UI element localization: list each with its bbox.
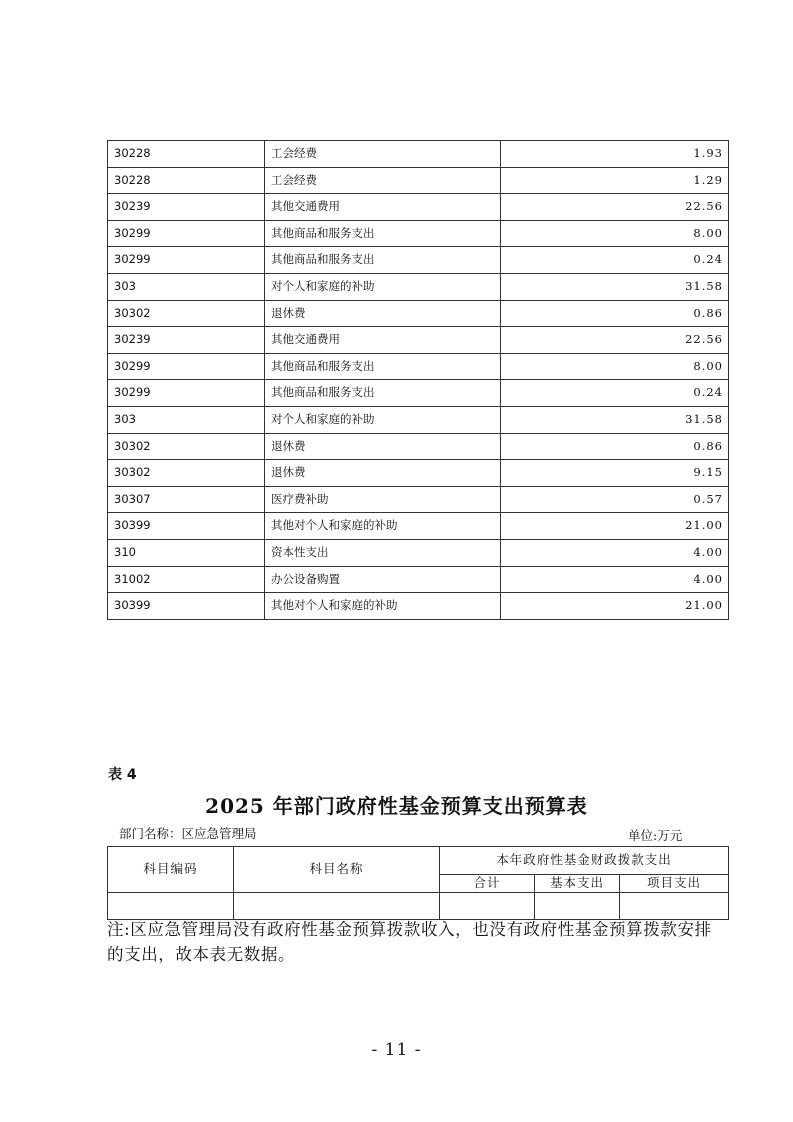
subject-code-cell: 30228 <box>108 141 265 168</box>
amount-cell: 22.56 <box>501 194 729 221</box>
amount-cell: 0.86 <box>501 433 729 460</box>
unit-label: 单位:万元 <box>628 828 683 843</box>
amount-cell: 0.57 <box>501 486 729 513</box>
table-row <box>108 353 729 380</box>
empty-cell <box>620 893 729 920</box>
header-project-expenditure: 项目支出 <box>620 875 729 893</box>
government-fund-table <box>107 846 729 920</box>
table-row <box>108 486 729 513</box>
subject-name-cell: 退休费 <box>265 300 501 327</box>
subject-name-cell: 其他对个人和家庭的补助 <box>265 513 501 540</box>
table-number-label: 表 4 <box>108 767 137 783</box>
subject-name-cell: 办公设备购置 <box>265 566 501 593</box>
table-row <box>108 433 729 460</box>
subject-name-cell: 医疗费补助 <box>265 486 501 513</box>
subject-code-cell: 30299 <box>108 220 265 247</box>
subject-name-cell: 其他商品和服务支出 <box>265 247 501 274</box>
amount-cell: 31.58 <box>501 406 729 433</box>
amount-cell: 8.00 <box>501 353 729 380</box>
table-row <box>108 141 729 168</box>
subject-code-cell: 30228 <box>108 167 265 194</box>
subject-name-cell: 其他交通费用 <box>265 194 501 221</box>
table-row <box>108 406 729 433</box>
amount-cell: 1.29 <box>501 167 729 194</box>
table-row <box>108 194 729 221</box>
header-subject-name: 科目名称 <box>234 847 440 893</box>
amount-cell: 0.24 <box>501 247 729 274</box>
subject-code-cell: 30399 <box>108 513 265 540</box>
subject-code-cell: 310 <box>108 539 265 566</box>
amount-cell: 31.58 <box>501 273 729 300</box>
subject-name-cell: 其他商品和服务支出 <box>265 353 501 380</box>
subject-name-cell: 工会经费 <box>265 141 501 168</box>
subject-code-cell: 30299 <box>108 380 265 407</box>
empty-cell <box>108 893 234 920</box>
expense-table-body <box>108 141 729 620</box>
empty-data-row <box>108 893 729 920</box>
empty-cell <box>234 893 440 920</box>
subject-name-cell: 退休费 <box>265 460 501 487</box>
table-row <box>108 380 729 407</box>
subject-code-cell: 30307 <box>108 486 265 513</box>
table-row <box>108 566 729 593</box>
subject-code-cell: 30302 <box>108 433 265 460</box>
subject-code-cell: 303 <box>108 273 265 300</box>
subject-name-cell: 对个人和家庭的补助 <box>265 406 501 433</box>
subject-code-cell: 31002 <box>108 566 265 593</box>
amount-cell: 8.00 <box>501 220 729 247</box>
header-subject-code: 科目编码 <box>108 847 234 893</box>
amount-cell: 1.93 <box>501 141 729 168</box>
amount-cell: 9.15 <box>501 460 729 487</box>
subject-code-cell: 30302 <box>108 300 265 327</box>
subject-code-cell: 30239 <box>108 327 265 354</box>
table-note: 注:区应急管理局没有政府性基金预算拨款收入，也没有政府性基金预算拨款安排的支出，故本表无数据。 <box>107 920 712 964</box>
table-row <box>108 300 729 327</box>
page-number: - 11 - <box>371 1040 422 1060</box>
department-name: 部门名称：区应急管理局 <box>119 826 257 841</box>
header-row <box>108 847 729 875</box>
expense-table <box>107 140 729 620</box>
subject-name-cell: 其他交通费用 <box>265 327 501 354</box>
amount-cell: 22.56 <box>501 327 729 354</box>
subject-code-cell: 30299 <box>108 247 265 274</box>
subject-name-cell: 资本性支出 <box>265 539 501 566</box>
table-row <box>108 220 729 247</box>
subject-name-cell: 其他商品和服务支出 <box>265 380 501 407</box>
amount-cell: 4.00 <box>501 539 729 566</box>
subject-name-cell: 其他对个人和家庭的补助 <box>265 593 501 620</box>
table-row <box>108 593 729 620</box>
subject-code-cell: 30299 <box>108 353 265 380</box>
subject-name-cell: 其他商品和服务支出 <box>265 220 501 247</box>
table-title: 2025 年部门政府性基金预算支出预算表 <box>205 794 588 818</box>
subject-name-cell: 工会经费 <box>265 167 501 194</box>
table-row <box>108 167 729 194</box>
subject-code-cell: 30302 <box>108 460 265 487</box>
empty-cell <box>440 893 535 920</box>
subject-code-cell: 30239 <box>108 194 265 221</box>
header-total: 合计 <box>440 875 535 893</box>
amount-cell: 0.86 <box>501 300 729 327</box>
amount-cell: 21.00 <box>501 593 729 620</box>
amount-cell: 4.00 <box>501 566 729 593</box>
amount-cell: 21.00 <box>501 513 729 540</box>
subject-code-cell: 303 <box>108 406 265 433</box>
header-fund-expenditure-group: 本年政府性基金财政拨款支出 <box>440 847 729 875</box>
subject-code-cell: 30399 <box>108 593 265 620</box>
subject-name-cell: 对个人和家庭的补助 <box>265 273 501 300</box>
header-basic-expenditure: 基本支出 <box>535 875 620 893</box>
table-row <box>108 539 729 566</box>
amount-cell: 0.24 <box>501 380 729 407</box>
table-row <box>108 273 729 300</box>
subject-name-cell: 退休费 <box>265 433 501 460</box>
table-row <box>108 247 729 274</box>
table-row <box>108 327 729 354</box>
empty-cell <box>535 893 620 920</box>
table-row <box>108 460 729 487</box>
table-row <box>108 513 729 540</box>
